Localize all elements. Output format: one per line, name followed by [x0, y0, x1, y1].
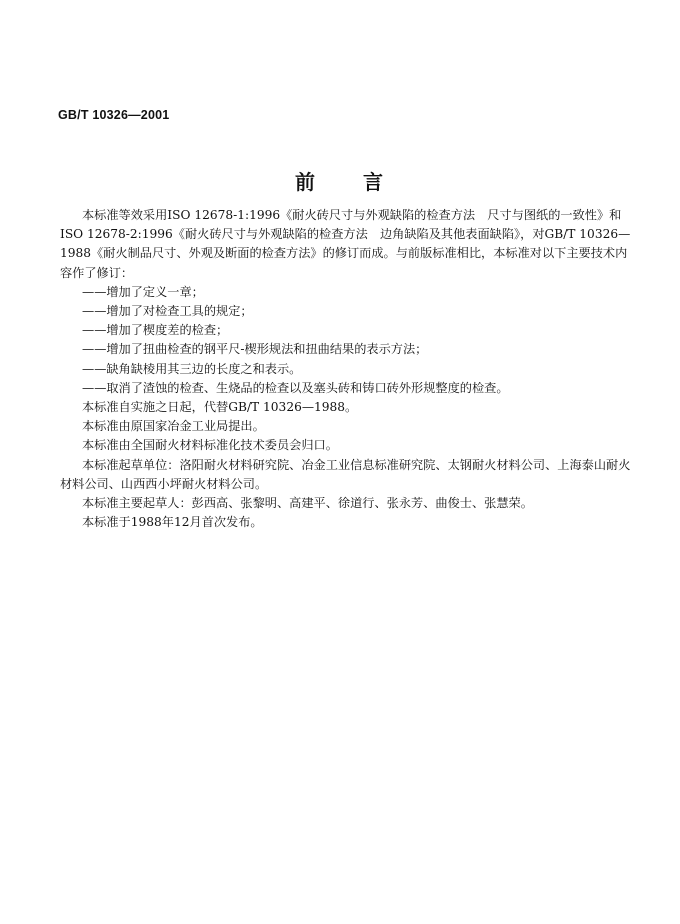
- revision-item: ——增加了楔度差的检查；: [82, 323, 229, 338]
- title-char-1: 前: [295, 170, 317, 194]
- revision-item: ——增加了对检查工具的规定；: [82, 304, 253, 319]
- drafters-paragraph: 本标准主要起草人：彭西高、张黎明、高建平、徐道行、张永芳、曲俊士、张慧荣。: [82, 496, 533, 511]
- revision-item: ——取消了渣蚀的检查、生烧品的检查以及塞头砖和铸口砖外形规整度的检查。: [82, 380, 509, 395]
- document-body: [60, 206, 632, 532]
- effective-paragraph: 本标准自实施之日起，代替GB/T 10326—1988。: [82, 400, 358, 415]
- first-issue-paragraph: 本标准于1988年12月首次发布。: [82, 515, 263, 530]
- centralized-by-paragraph: 本标准由全国耐火材料标准化技术委员会归口。: [82, 438, 338, 453]
- standard-number: GB/T 10326—2001: [58, 108, 170, 122]
- intro-paragraph: 本标准等效采用ISO 12678-1:1996《耐火砖尺寸与外观缺陷的检查方法 尺寸与图纸的一致性》和 ISO 12678-2:1996《耐火砖尺寸与外观缺陷的检查方法 边角缺陷及其他表面缺陷》，对GB/T 10326—1988《耐火制品尺寸、外观及断面的检查方法》的修订而成。与前版标准相比，本标准对以下主要技术内容作了修订：: [60, 208, 631, 280]
- revision-item: ——缺角缺棱用其三边的长度之和表示。: [82, 361, 302, 376]
- page-title: [0, 166, 680, 195]
- title-char-2: 言: [363, 170, 385, 194]
- revision-item: ——增加了定义一章；: [82, 284, 204, 299]
- drafting-units-paragraph: 本标准起草单位：洛阳耐火材料研究院、冶金工业信息标准研究院、太钢耐火材料公司、上海泰山耐火材料公司、山西西小坪耐火材料公司。: [60, 457, 631, 491]
- proposed-by-paragraph: 本标准由原国家冶金工业局提出。: [82, 419, 265, 434]
- revision-item: ——增加了扭曲检查的钢平尺-楔形规法和扭曲结果的表示方法；: [82, 342, 428, 357]
